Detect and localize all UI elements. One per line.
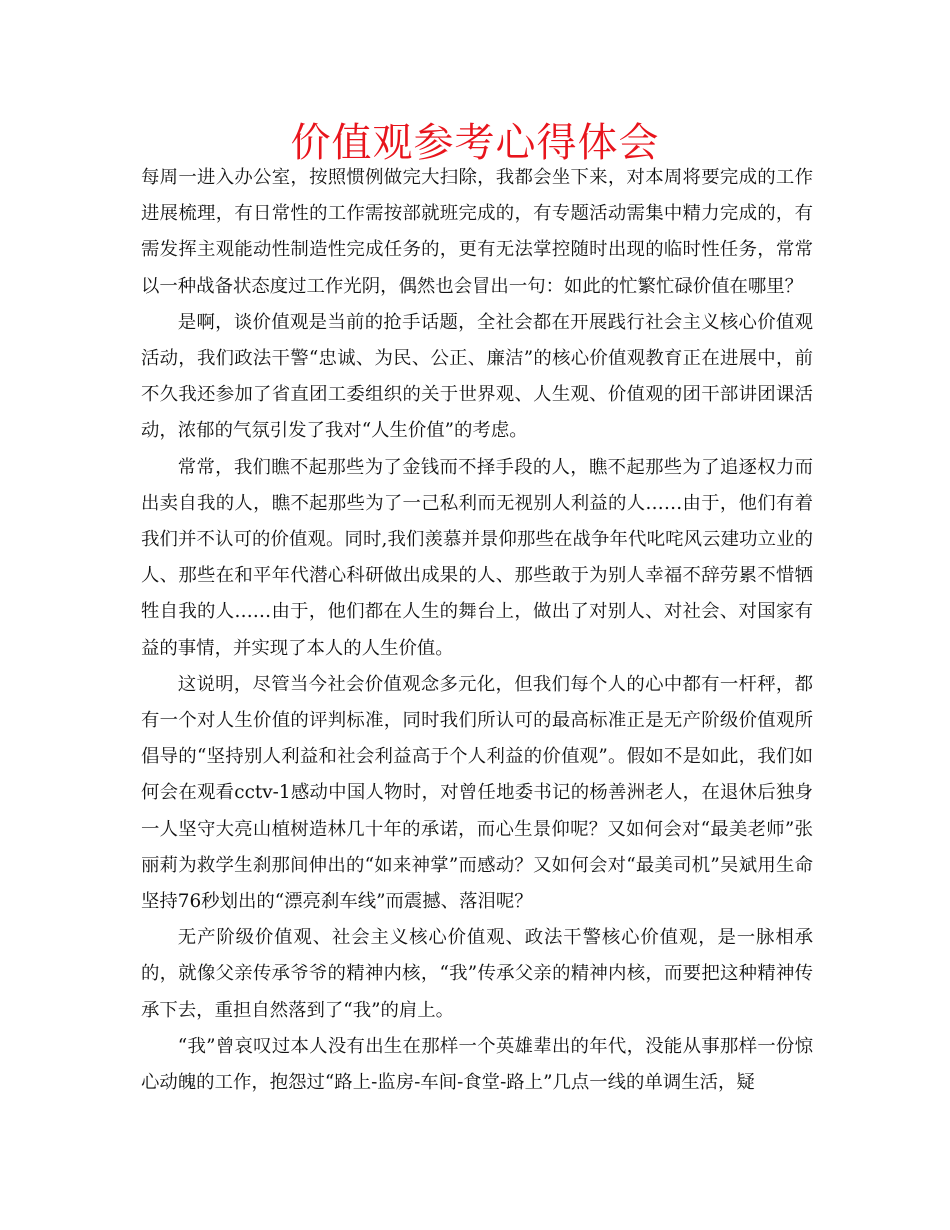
paragraph-1: 每周一进入办公室，按照惯例做完大扫除，我都会坐下来，对本周将要完成的工作进展梳理，有日常性的工作需按部就班完成的，有专题活动需集中精力完成的，有需发挥主观能动性制造性完成任务的，更有无法掌控随时出现的临时性任务，常常以一种战备状态度过工作光阴，偶然也会冒出一句：如此的忙繁忙碌价值在哪里？ (141, 167, 813, 297)
paragraph-5: 无产阶级价值观、社会主义核心价值观、政法干警核心价值观，是一脉相承的，就像父亲传承爷爷的精神内核，“我”传承父亲的精神内核，而要把这种精神传承下去，重担自然落到了“我”的肩上。 (141, 927, 813, 1021)
paragraph-4: 这说明，尽管当今社会价值观念多元化，但我们每个人的心中都有一杆秤，都有一个对人生价值的评判标准，同时我们所认可的最高标准正是无产阶级价值观所倡导的“坚持别人利益和社会利益高于个人利益的价值观”。假如不是如此，我们如何会在观看cctv-1感动中国人物时，对曾任地委书记的杨善洲老人，在退休后独身一人坚守大亮山植树造林几十年的承诺，而心生景仰呢？又如何会对“最美老师”张丽莉为救学生刹那间伸出的“如来神掌”而感动？又如何会对“最美司机”吴斌用生命坚持76秒划出的“漂亮刹车线”而震撼、落泪呢？ (141, 673, 813, 913)
document-body (141, 160, 813, 1101)
paragraph-3: 常常，我们瞧不起那些为了金钱而不择手段的人，瞧不起那些为了追逐权力而出卖自我的人，瞧不起那些为了一己私利而无视别人利益的人……由于，他们有着我们并不认可的价值观。同时,我们羡慕并景仰那些在战争年代叱咤风云建功立业的人、那些在和平年代潜心科研做出成果的人、那些敢于为别人幸福不辞劳累不惜牺牲自我的人……由于，他们都在人生的舞台上，做出了对别人、对社会、对国家有益的事情，并实现了本人的人生价值。 (141, 456, 813, 659)
document-title: 价值观参考心得体会 (290, 120, 660, 166)
paragraph-2: 是啊，谈价值观是当前的抢手话题，全社会都在开展践行社会主义核心价值观活动，我们政法干警“忠诚、为民、公正、廉洁”的核心价值观教育正在进展中，前不久我还参加了省直团工委组织的关于世界观、人生观、价值观的团干部讲团课活动，浓郁的气氛引发了我对“人生价值”的考虑。 (141, 311, 813, 442)
paragraph-6: “我”曾哀叹过本人没有出生在那样一个英雄辈出的年代，没能从事那样一份惊心动魄的工作，抱怨过“路上-监房-车间-食堂-路上”几点一线的单调生活，疑 (141, 1035, 813, 1094)
